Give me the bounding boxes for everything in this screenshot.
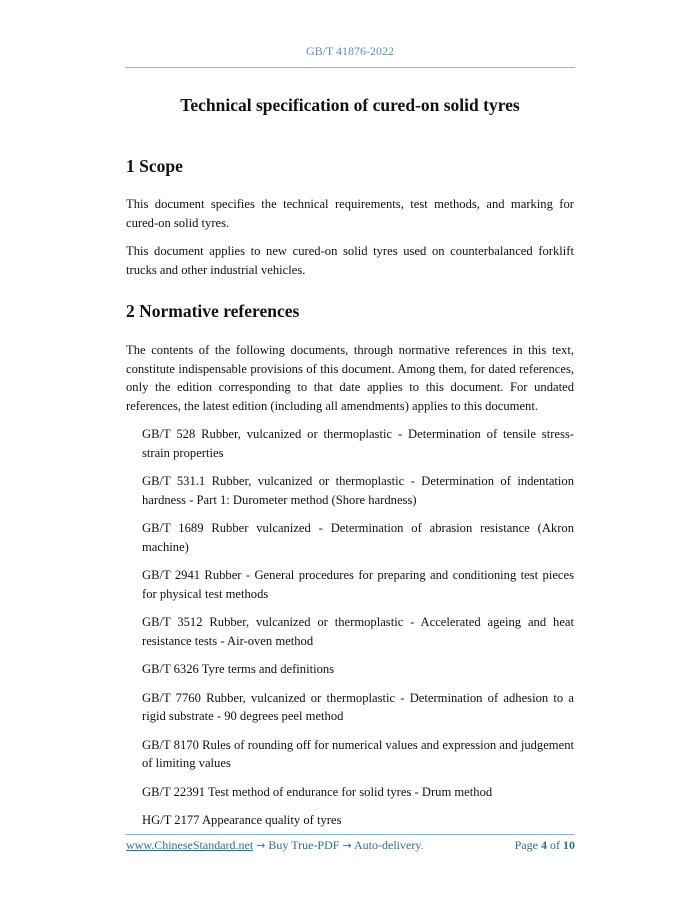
- header-divider: [125, 67, 575, 68]
- section-heading-scope: 1 Scope: [126, 156, 183, 176]
- document-body: [126, 94, 574, 830]
- site-link[interactable]: www.ChineseStandard.net: [126, 838, 254, 852]
- page-header-standard-code: GB/T 41876-2022: [305, 44, 395, 58]
- reference-item: GB/T 3512 Rubber, vulcanized or thermoplastic - Accelerated ageing and heat resistance tests - Air-oven method: [142, 615, 574, 648]
- footer-links: [126, 838, 424, 853]
- document-title: Technical specification of cured-on solid tyres: [180, 95, 520, 115]
- arrow-right-icon: →: [342, 839, 352, 852]
- page-current: 4: [541, 838, 547, 852]
- reference-item: GB/T 531.1 Rubber, vulcanized or thermoplastic - Determination of indentation hardness - Part 1: Durometer method (Shore hardness): [142, 474, 574, 507]
- reference-item: GB/T 2941 Rubber - General procedures for preparing and conditioning test pieces for physical test methods: [142, 568, 574, 601]
- scope-paragraph-2: This document applies to new cured-on solid tyres used on counterbalanced forklift trucks and other industrial vehicles.: [126, 244, 574, 277]
- reference-item: HG/T 2177 Appearance quality of tyres: [142, 813, 342, 827]
- scope-paragraph-1: This document specifies the technical requirements, test methods, and marking for cured-on solid tyres.: [126, 197, 574, 230]
- arrow-right-icon: →: [256, 839, 266, 852]
- reference-item: GB/T 8170 Rules of rounding off for numerical values and expression and judgement of limiting values: [142, 737, 574, 770]
- footer-divider: [125, 834, 575, 835]
- page-number-indicator: [515, 838, 575, 853]
- page-of-label: of: [550, 838, 560, 852]
- reference-item: GB/T 7760 Rubber, vulcanized or thermoplastic - Determination of adhesion to a rigid substrate - 90 degrees peel method: [142, 690, 574, 723]
- buy-true-pdf-text: Buy True-PDF: [268, 838, 340, 852]
- reference-list: [126, 425, 574, 830]
- normative-references-intro: The contents of the following documents, through normative references in this text, constitute indispensable provisions of this document. Among them, for dated references, only the edition corresponding to that date applies to this document. For undated references, the latest edition (including all amendments) applies to this document.: [126, 343, 574, 413]
- reference-item: GB/T 22391 Test method of endurance for solid tyres - Drum method: [142, 784, 493, 799]
- auto-delivery-text: Auto-delivery.: [354, 838, 424, 852]
- section-heading-normative-references: 2 Normative references: [126, 301, 300, 321]
- reference-item: GB/T 528 Rubber, vulcanized or thermoplastic - Determination of tensile stress-strain properties: [142, 427, 574, 460]
- reference-item: GB/T 1689 Rubber vulcanized - Determination of abrasion resistance (Akron machine): [142, 521, 574, 554]
- page-total: 10: [563, 838, 575, 852]
- page-label: Page: [514, 838, 538, 852]
- reference-item: GB/T 6326 Tyre terms and definitions: [142, 662, 335, 676]
